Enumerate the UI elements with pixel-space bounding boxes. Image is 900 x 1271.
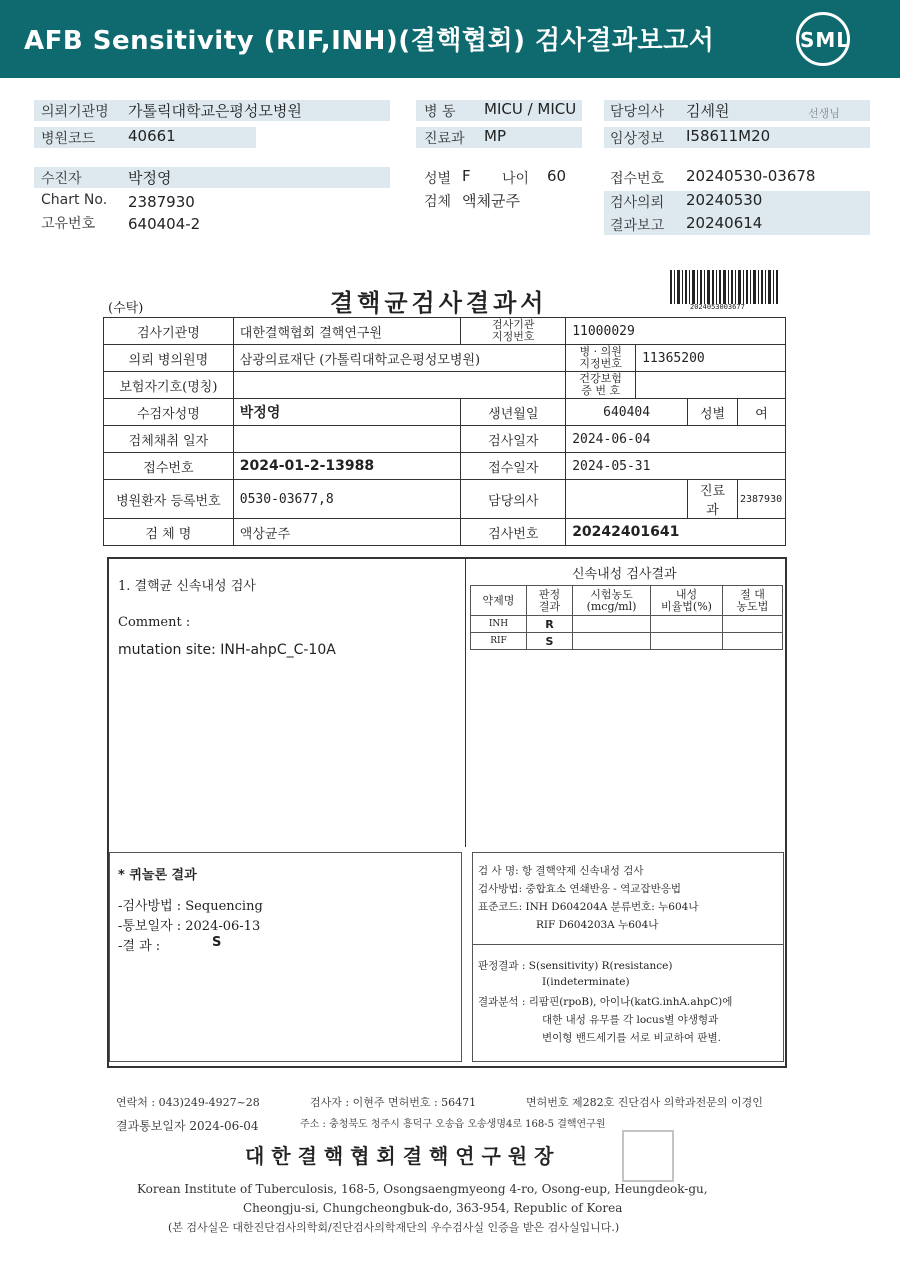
lab-id-value: 11000029 xyxy=(566,318,786,345)
quinolone-method: -검사방법 : Sequencing xyxy=(118,899,263,914)
sml-logo: SML xyxy=(796,12,854,66)
ward-value: MICU / MICU xyxy=(484,100,577,118)
lab-id-label: 검사기관 지정번호 xyxy=(461,318,566,345)
doc-dept-value: 2387930 xyxy=(737,480,785,519)
exam-date-label: 검사일자 xyxy=(461,426,566,453)
document-title: 결핵균검사결과서 xyxy=(330,288,548,317)
specimen-label: 검체 xyxy=(424,194,452,210)
recv-value: 2024-01-2-13988 xyxy=(233,453,461,480)
recv-date-label: 접수일자 xyxy=(461,453,566,480)
col-absolute: 절 대 농도법 xyxy=(723,586,783,616)
table-row xyxy=(471,633,783,650)
quinolone-title: * 퀴놀론 결과 xyxy=(118,868,197,883)
receipt-value: 20240530-03678 xyxy=(686,167,816,185)
table-row xyxy=(104,399,786,426)
doctor-label: 담당의사 xyxy=(610,104,665,120)
certification-note: (본 검사실은 대한진단검사의학회/진단검사의학재단의 우수검사실 인증을 받은 검사실입니다.) xyxy=(168,1221,620,1234)
expl-line: 판정결과 : S(sensitivity) R(resistance) xyxy=(478,960,673,972)
expl-line: 표준코드: INH D604204A 분류번호: 누604나 xyxy=(478,901,699,913)
clinical-label: 임상정보 xyxy=(610,131,665,147)
age-value: 60 xyxy=(547,167,567,185)
name-label: 수검자성명 xyxy=(104,399,234,426)
english-address-2: Cheongju-si, Chungcheongbuk-do, 363-954, Republic of Korea xyxy=(243,1201,623,1215)
expl-line: 결과분석 : 리팜핀(rpoB), 아이나(katG.inhA.ahpC)에 xyxy=(478,996,733,1008)
col-drug: 약제명 xyxy=(471,586,527,616)
spec-label: 검 체 명 xyxy=(104,519,234,546)
hospital-code-label: 병원코드 xyxy=(41,131,96,147)
table-row xyxy=(104,480,786,519)
collect-label: 검체채취 일자 xyxy=(104,426,234,453)
hosp-value: 삼광의료재단 (가톨릭대학교은평성모병원) xyxy=(233,345,565,372)
drug-inh: INH xyxy=(471,616,527,633)
age-label: 나이 xyxy=(502,171,530,187)
unique-label: 고유번호 xyxy=(41,216,96,232)
doctor-value: 김세원 xyxy=(686,102,730,120)
lab-label: 검사기관명 xyxy=(104,318,234,345)
hospital-code-value: 40661 xyxy=(128,127,176,145)
result-rif: S xyxy=(527,633,573,650)
recv-label: 접수번호 xyxy=(104,453,234,480)
quinolone-date: -통보일자 : 2024-06-13 xyxy=(118,919,261,934)
col-ratio: 내성 비율법(%) xyxy=(651,586,723,616)
footer-contact: 연락처 : 043)249-4927~28 xyxy=(116,1096,260,1109)
exam-date-value: 2024-06-04 xyxy=(566,426,786,453)
footer-examiner: 검사자 : 이현주 면허번호 : 56471 xyxy=(310,1096,477,1109)
exam-no-label: 검사번호 xyxy=(461,519,566,546)
dept-value: MP xyxy=(484,127,506,145)
result-inh: R xyxy=(527,616,573,633)
footer-report-date: 결과통보일자 2024-06-04 xyxy=(116,1119,259,1133)
sex-label: 성별 xyxy=(424,171,452,187)
patient-label: 수진자 xyxy=(41,171,82,187)
health-label: 건강보험 증 번 호 xyxy=(566,372,636,399)
col-conc: 시험농도 (mcg/ml) xyxy=(573,586,651,616)
section-title: 1. 결핵균 신속내성 검사 xyxy=(118,579,256,594)
request-date-value: 20240530 xyxy=(686,191,763,209)
reg-label: 병원환자 등록번호 xyxy=(104,480,234,519)
table-row xyxy=(104,519,786,546)
report-date-value: 20240614 xyxy=(686,214,763,232)
patient-value: 박정영 xyxy=(128,169,172,187)
quinolone-result: S xyxy=(212,935,222,950)
table-row xyxy=(104,453,786,480)
document-info-table xyxy=(103,317,786,546)
chart-value: 2387930 xyxy=(128,193,195,211)
name-value: 박정영 xyxy=(233,399,461,426)
hosp-label: 의뢰 병의원명 xyxy=(104,345,234,372)
request-date-label: 검사의뢰 xyxy=(610,195,665,211)
institute-name: 대 한 결 핵 협 회 결 핵 연 구 원 장 xyxy=(245,1144,554,1168)
drug-rif: RIF xyxy=(471,633,527,650)
specimen-value: 액체균주 xyxy=(462,192,520,210)
doctor-suffix: 선생님 xyxy=(808,107,840,120)
insurer-value xyxy=(233,372,565,399)
hosp-id-value: 11365200 xyxy=(636,345,786,372)
health-value xyxy=(636,372,786,399)
table-row xyxy=(104,426,786,453)
expl-line: 검 사 명: 항 결핵약제 신속내성 검사 xyxy=(478,865,644,877)
table-row xyxy=(104,318,786,345)
chart-label: Chart No. xyxy=(41,192,108,208)
lab-value: 대한결핵협회 결핵연구원 xyxy=(233,318,461,345)
expl-line: I(indeterminate) xyxy=(542,976,630,988)
doc-doctor-label: 담당의사 xyxy=(461,480,566,519)
request-org-label: 의뢰기관명 xyxy=(41,104,109,120)
hosp-id-label: 병 · 의원 지정번호 xyxy=(566,345,636,372)
recv-date-value: 2024-05-31 xyxy=(566,453,786,480)
mutation-site: mutation site: INH-ahpC_C-10A xyxy=(118,642,336,658)
quinolone-box xyxy=(109,852,462,1062)
doc-doctor-value xyxy=(566,480,688,519)
spec-value: 액상균주 xyxy=(233,519,461,546)
unique-value: 640404-2 xyxy=(128,215,201,233)
seal-stamp-icon xyxy=(622,1130,674,1182)
dept-label: 진료과 xyxy=(424,131,465,147)
report-title: AFB Sensitivity (RIF,INH)(결핵협회) 검사결과보고서 xyxy=(24,26,715,56)
birth-label: 생년월일 xyxy=(461,399,566,426)
exam-no-value: 20242401641 xyxy=(566,519,786,546)
table-row xyxy=(471,586,783,616)
expl-line: 변이형 밴드세기를 서로 비교하여 판별. xyxy=(542,1032,721,1044)
sex-value: F xyxy=(462,167,471,185)
clinical-value: I58611M20 xyxy=(686,127,771,145)
collect-value xyxy=(233,426,461,453)
sex-doc-value: 여 xyxy=(737,399,785,426)
info-bar-patient xyxy=(34,167,390,188)
barcode-icon xyxy=(670,270,778,304)
expl-line: 검사방법: 중합효소 연쇄반응 - 역교잡반응법 xyxy=(478,883,682,895)
consignment-mark: (수탁) xyxy=(108,301,144,316)
table-row xyxy=(104,345,786,372)
explanation-divider xyxy=(472,944,784,945)
sex-doc-label: 성별 xyxy=(688,399,738,426)
report-date-label: 결과보고 xyxy=(610,218,665,234)
table-row xyxy=(104,372,786,399)
sensitivity-title: 신속내성 검사결과 xyxy=(572,567,677,582)
footer-address: 주소 : 충청북도 청주시 흥덕구 오송읍 오송생명4로 168-5 결핵연구원 xyxy=(300,1119,606,1130)
expl-line: 대한 내성 유무를 각 locus별 야생형과 xyxy=(542,1014,719,1026)
receipt-label: 접수번호 xyxy=(610,171,665,187)
doc-dept-label: 진료과 xyxy=(688,480,738,519)
insurer-label: 보험자기호(명칭) xyxy=(104,372,234,399)
birth-value: 640404 xyxy=(566,399,688,426)
table-row xyxy=(471,616,783,633)
english-address-1: Korean Institute of Tuberculosis, 168-5, Osongsaengmyeong 4-ro, Osong-eup, Heungdeok-gu, xyxy=(137,1182,708,1196)
expl-line: RIF D604203A 누604나 xyxy=(536,919,659,931)
request-org-value: 가톨릭대학교은평성모병원 xyxy=(128,102,302,120)
report-header xyxy=(0,0,900,78)
col-result: 판정 결과 xyxy=(527,586,573,616)
reg-value: 0530-03677,8 xyxy=(233,480,461,519)
comment-label: Comment : xyxy=(118,615,191,630)
sensitivity-table xyxy=(470,585,783,650)
barcode-number: 2024053003677 xyxy=(690,303,745,311)
footer-license: 면허번호 제282호 진단검사 의학과전문의 이경인 xyxy=(526,1096,763,1109)
quinolone-result-label: -결 과 : xyxy=(118,939,161,954)
ward-label: 병 동 xyxy=(424,104,456,120)
